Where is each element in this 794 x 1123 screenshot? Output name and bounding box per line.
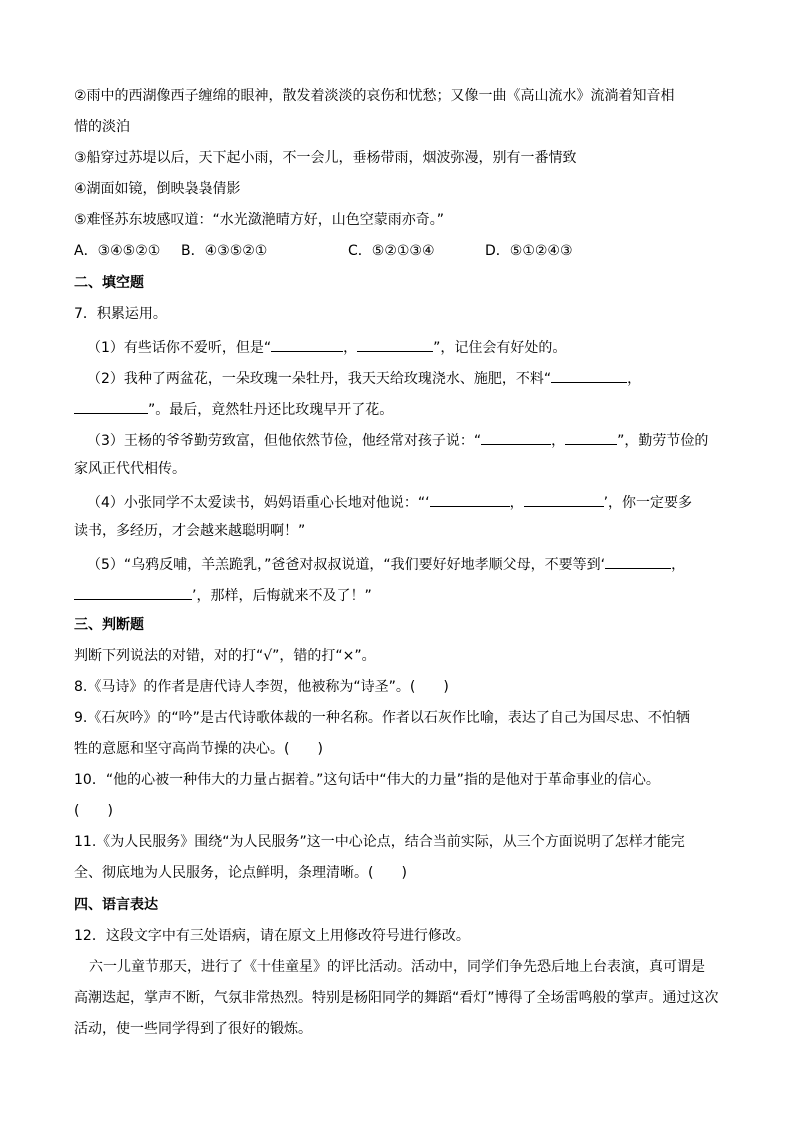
q9-statement-cont: 牲的意愿和坚守高尚节操的决心。( ) <box>74 741 323 757</box>
q7-item-5-text-a: （5）“乌鸦反哺，羊羔跪乳，”爸爸对叔叔说道，“我们要好好地孝顺父母，不要等到‘ <box>87 557 606 573</box>
q11-statement-cont: 全、彻底地为人民服务，论点鲜明，条理清晰。( ) <box>74 865 407 881</box>
q7-item-5-text-b: ， <box>671 557 686 573</box>
q7-item-2-text-a: （2）我种了两盆花，一朵玫瑰一朵牡丹，我天天给玫瑰浇水、施肥，不料“ <box>87 371 552 387</box>
q7-item-4-text-b: ， <box>509 495 524 511</box>
q7-item-4-blank-1[interactable] <box>430 490 510 507</box>
section-heading-language-expression: 四、语言表达 <box>74 897 158 913</box>
q6-sentence-2: ②雨中的西湖像西子缠绵的眼神，散发着淡淡的哀伤和忧愁；又像一曲《高山流水》流淌着知音相 <box>74 88 675 104</box>
q6-option-d[interactable]: D．⑤①②④③ <box>485 243 573 259</box>
q7-item-3-text-a: （3）王杨的爷爷勤劳致富，但他依然节俭，他经常对孩子说：“ <box>87 433 482 449</box>
q7-item-3-text-b: ， <box>551 433 566 449</box>
q7-item-5-text-c: ’，那样，后悔就来不及了！” <box>192 588 372 604</box>
q12-title: 12．这段文字中有三处语病，请在原文上用修改符号进行修改。 <box>74 928 470 944</box>
q7-item-2-blank-2[interactable] <box>74 397 148 414</box>
q12-passage-line-1: 六一儿童节那天，进行了《十佳童星》的评比活动。活动中，同学们争先恐后地上台表演，真可谓是 <box>89 959 705 975</box>
q7-item-1-text-a: （1）有些话你不爱听，但是“ <box>87 340 272 356</box>
q7-item-1 <box>87 335 566 358</box>
section-heading-fill-in: 二、填空题 <box>74 275 144 291</box>
q7-item-5-blank-2[interactable] <box>74 583 192 600</box>
q7-item-4-text-a: （4）小张同学不太爱读书，妈妈语重心长地对他说：“‘ <box>87 495 430 511</box>
q6-sentence-3: ③船穿过苏堤以后，天下起小雨，不一会儿，垂杨带雨，烟波弥漫，别有一番情致 <box>74 150 577 166</box>
q6-option-b[interactable]: B．④③⑤②① <box>181 243 268 259</box>
q7-item-2-cont <box>74 397 393 420</box>
q7-item-2-blank-1[interactable] <box>551 366 627 383</box>
q10-answer-paren[interactable]: ( ) <box>74 803 113 819</box>
q7-item-4 <box>87 490 692 513</box>
q7-item-3-cont: 家风正代代相传。 <box>74 461 186 477</box>
judge-instructions: 判断下列说法的对错，对的打“√”，错的打“×”。 <box>74 648 376 664</box>
q7-item-5 <box>87 552 685 575</box>
q7-title: 7．积累运用。 <box>74 306 167 322</box>
q6-option-a[interactable]: A．③④⑤②① <box>74 243 161 259</box>
q7-item-2-text-b: ， <box>627 371 642 387</box>
q8-statement: 8.《马诗》的作者是唐代诗人李贺，他被称为“诗圣”。( ) <box>74 679 449 695</box>
q6-sentence-4: ④湖面如镜，倒映袅袅倩影 <box>74 181 241 197</box>
q10-statement: 10．“他的心被一种伟大的力量占据着。”这句话中“伟大的力量”指的是他对于革命事业的信心。 <box>74 772 660 788</box>
q7-item-2 <box>87 366 641 389</box>
q12-passage-line-3: 活动，使一些同学得到了很好的锻炼。 <box>74 1021 312 1037</box>
q6-option-c[interactable]: C．⑤②①③④ <box>348 243 435 259</box>
q7-item-1-blank-2[interactable] <box>357 335 433 352</box>
q7-item-2-text-c: ”。最后，竟然牡丹还比玫瑰早开了花。 <box>148 402 394 418</box>
q7-item-4-cont: 读书，多经历，才会越来越聪明啊！” <box>74 523 306 539</box>
q7-item-1-blank-1[interactable] <box>271 335 343 352</box>
section-heading-true-false: 三、判断题 <box>74 617 144 633</box>
q7-item-4-blank-2[interactable] <box>524 490 604 507</box>
q12-passage-line-2: 高潮迭起，掌声不断，气氛非常热烈。特别是杨阳同学的舞蹈“看灯”博得了全场雷鸣般的掌声。通过这次 <box>74 990 719 1006</box>
q6-sentence-2-cont: 惜的淡泊 <box>74 119 130 135</box>
q7-item-3 <box>87 428 708 451</box>
q7-item-5-cont <box>74 583 372 606</box>
q7-item-5-blank-1[interactable] <box>605 552 671 569</box>
q11-statement: 11.《为人民服务》围绕“为人民服务”这一中心论点，结合当前实际，从三个方面说明了怎样才能完 <box>74 834 685 850</box>
q7-item-3-blank-1[interactable] <box>481 428 551 445</box>
q7-item-1-text-b: ， <box>343 340 358 356</box>
q7-item-3-text-c: ”，勤劳节俭的 <box>617 433 709 449</box>
q6-sentence-5: ⑤难怪苏东坡感叹道：“水光潋滟晴方好，山色空蒙雨亦奇。” <box>74 212 445 228</box>
q9-statement: 9.《石灰吟》的“吟”是古代诗歌体裁的一种名称。作者以石灰作比喻，表达了自己为国尽忠、不怕牺 <box>74 710 690 726</box>
q7-item-3-blank-2[interactable] <box>565 428 617 445</box>
q7-item-4-text-c: ’，你一定要多 <box>603 495 693 511</box>
q7-item-1-text-c: ”，记住会有好处的。 <box>433 340 567 356</box>
